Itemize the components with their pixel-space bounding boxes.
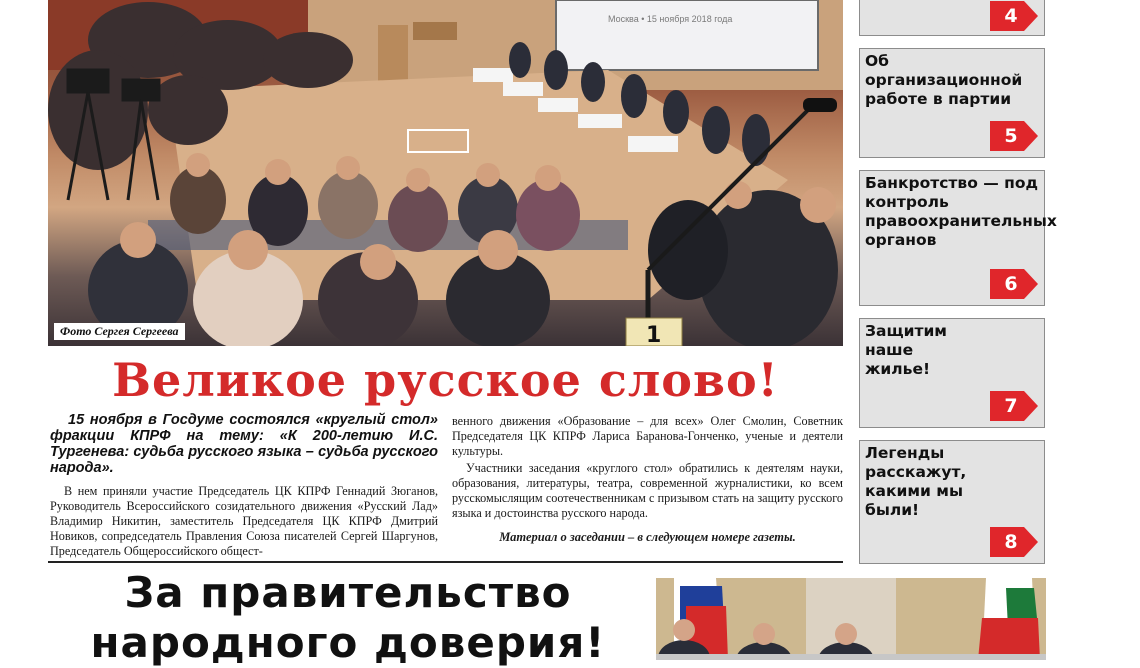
article-note: Материал о заседании – в следующем номере газеты. [499,530,796,544]
page-number: 4 [1004,5,1018,27]
page-badge [990,1,1038,31]
article-body-right-para1: венного движения «Образование – для всех» Олег Смолин, Советник Председателя ЦК КПРФ Лариса Баранова-Гонченко, ученые и деятели культуры. [452,414,843,458]
page-number: 8 [1004,531,1018,553]
photo-credit: Фото Сергея Сергеева [54,323,185,340]
second-headline-line1: За правительство [124,568,572,617]
sidebar-teaser-page-7[interactable] [859,318,1045,428]
meeting-scene [656,578,1046,660]
article-lead: 15 ноября в Госдуме состоялся «круглый стол» фракции КПРФ на тему: «К 200-летию И.С. Тургенева: судьба русского языка – судьба русского народа». [50,412,438,476]
screen-text: Москва • 15 ноября 2018 года [608,14,733,24]
page-badge [990,269,1038,299]
sidebar-teaser-page-4[interactable] [859,0,1045,36]
teaser-title: Банкротство — под контроль правоохранительных органов [865,174,1057,249]
second-headline-line2: народного доверия! [90,618,606,667]
article-body-left: В нем приняли участие Председатель ЦК КПРФ Геннадий Зюганов, Руководитель Всероссийского созидательного движения «Русский Лад» Владимир Никитин, заместитель Председателя ЦК КПРФ Дмитрий Новиков, сопредседатель Правления Союза писателей Сергей Шаргунов, Председатель Общероссийского общест- [50,484,438,558]
government-meeting-photo [656,578,1046,660]
teaser-title: Легенды расскажут, какими мы были! [865,444,967,519]
teaser-title: Защитим наше жилье! [865,322,947,378]
table-number: 1 [646,323,662,346]
main-headline: Великое русское слово! [112,353,779,407]
sidebar-teaser-page-8[interactable] [859,440,1045,564]
page-number: 7 [1004,395,1018,417]
teaser-title: Об организационной работе в партии [865,52,1023,108]
page-badge [990,391,1038,421]
article-body-right [452,414,843,523]
article-body-right-para2: Участники заседания «круглого стол» обратились к деятелям науки, образования, литературы, театра, современной журналистики, ко всем русскомыслящим соотечественникам с призывом стать на защиту русского языка и достоинства русского народа. [452,461,843,520]
page-number: 5 [1004,125,1018,147]
page-number: 6 [1004,273,1018,295]
sidebar-teaser-page-6[interactable] [859,170,1057,306]
page-badge [990,121,1038,151]
round-table-scene [48,0,843,346]
section-divider [48,561,843,563]
sidebar-teaser-page-5[interactable] [859,48,1045,158]
second-headline [48,568,648,668]
page-badge [990,527,1038,557]
main-photo [48,0,843,346]
